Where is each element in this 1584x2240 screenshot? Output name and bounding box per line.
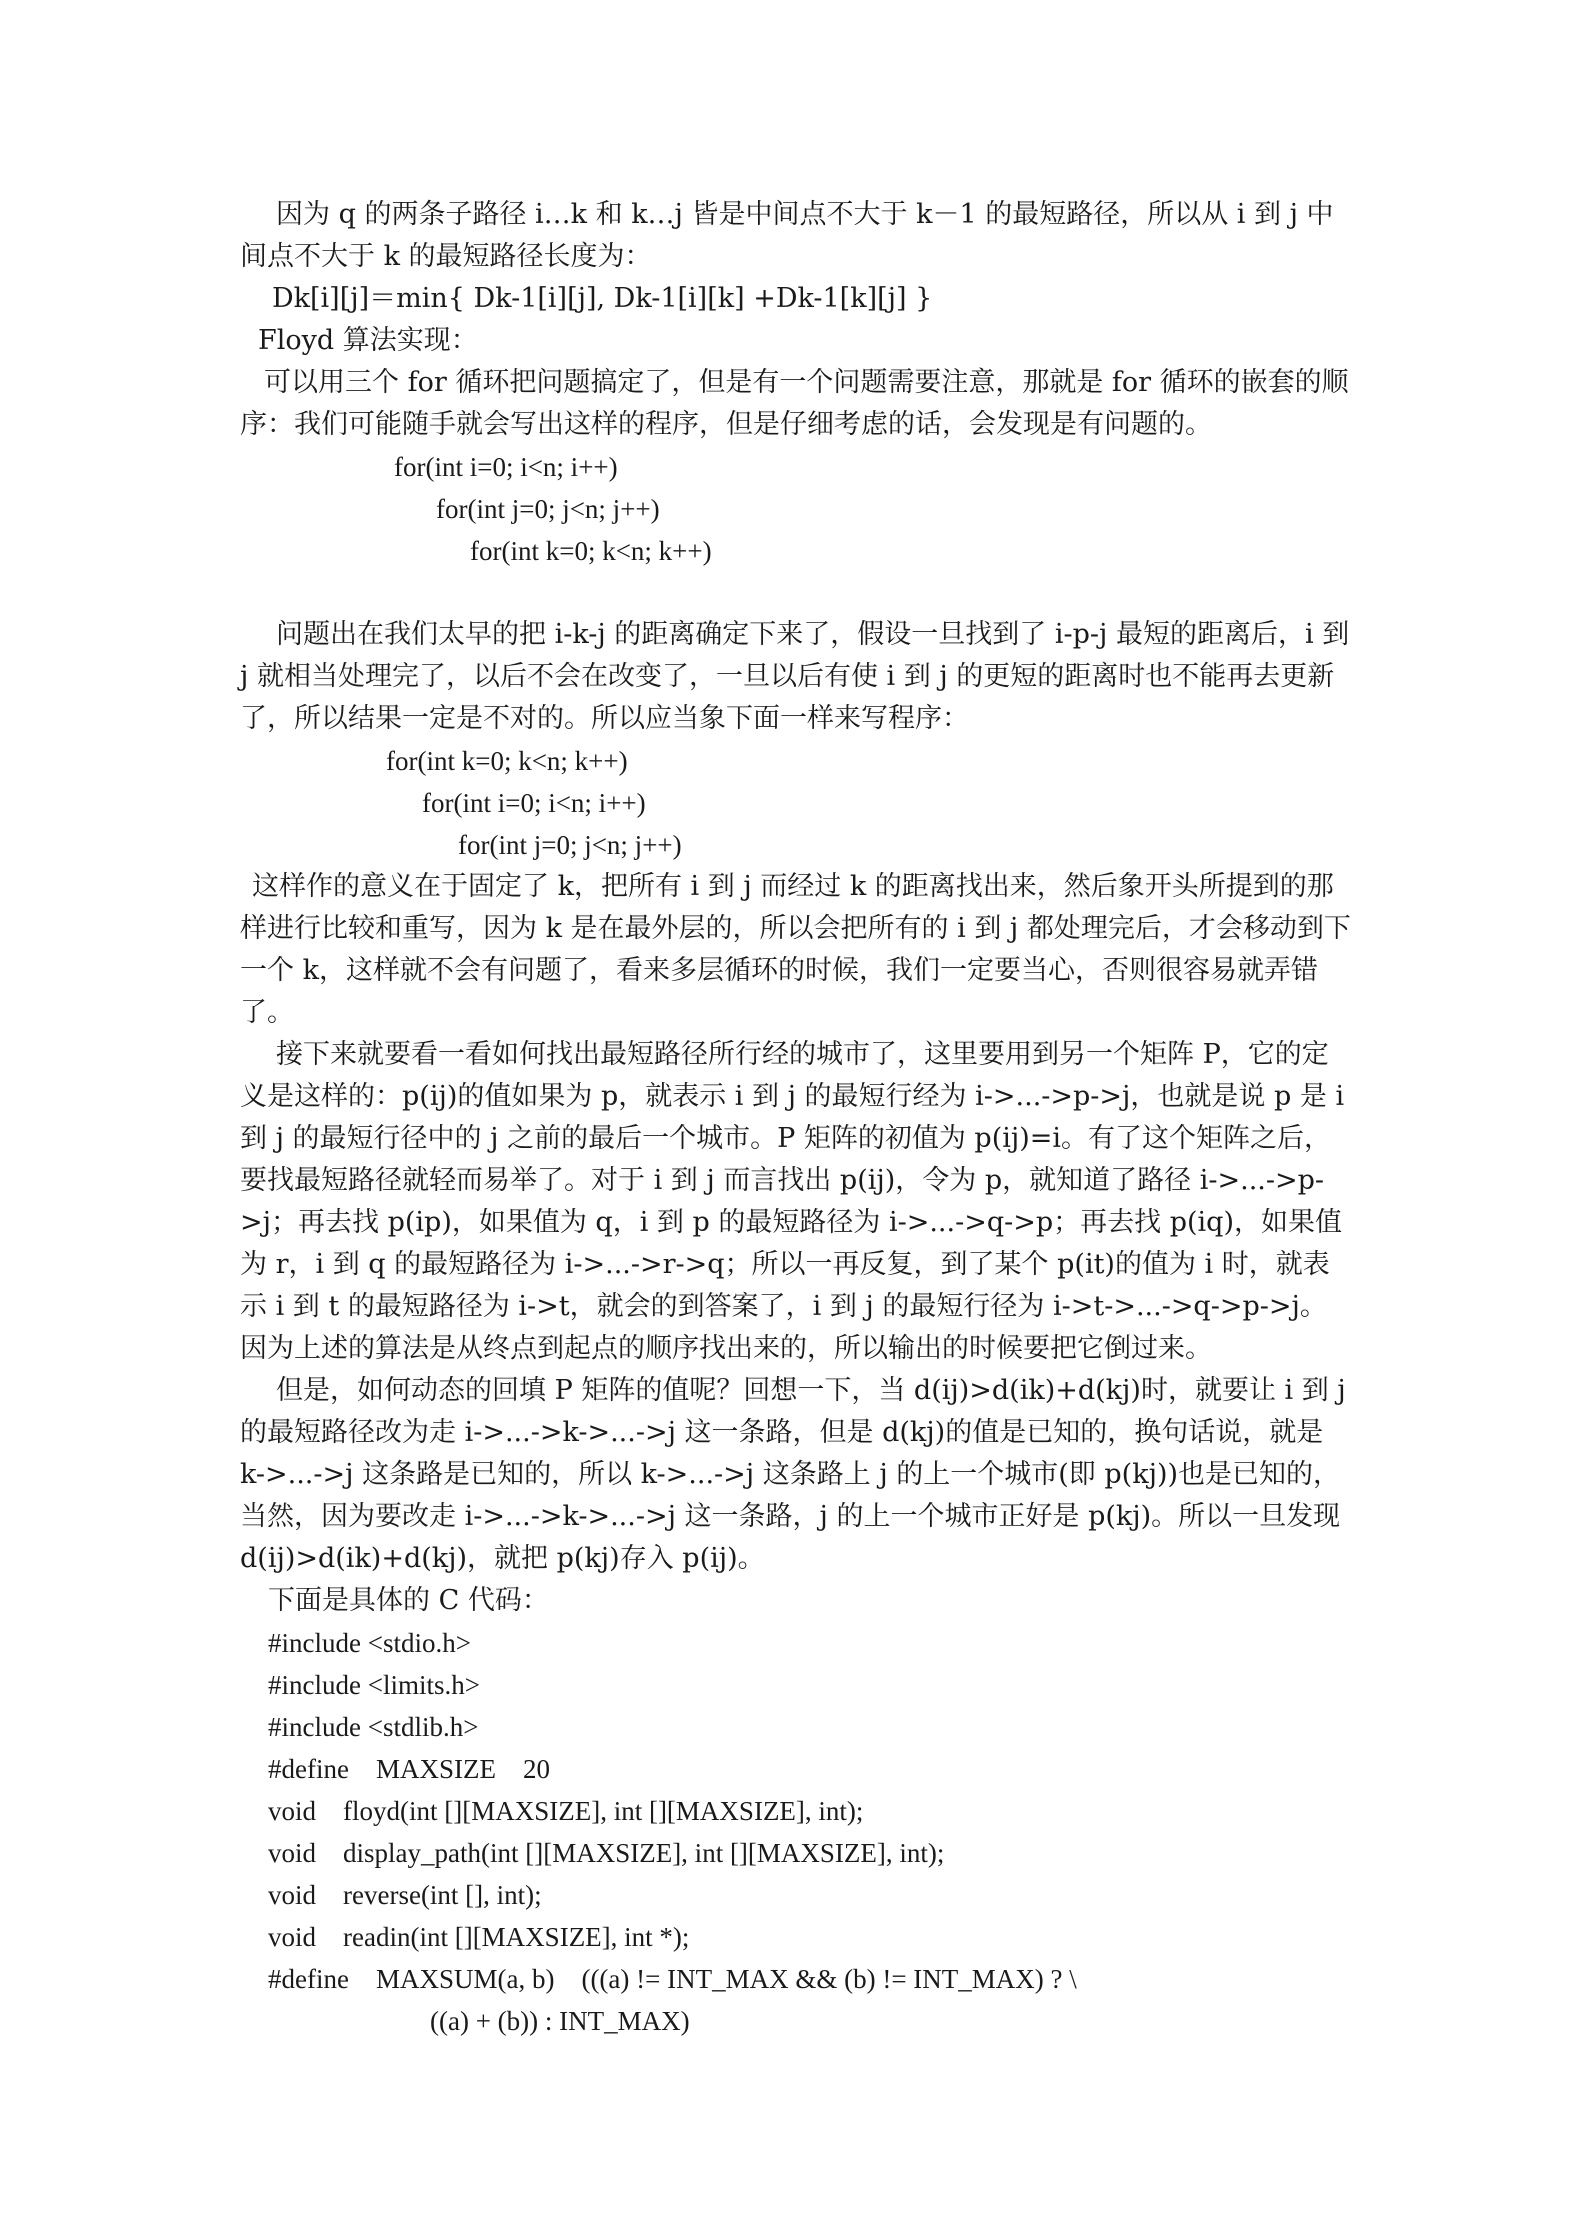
- paragraph-path-matrix: 接下来就要看一看如何找出最短路径所行经的城市了，这里要用到另一个矩阵 P，它的定义是这样的：p(ij)的值如果为 p，就表示 i 到 j 的最短行经为 i->...->p->j，也就是说 p 是 i 到 j 的最短行径中的 j 之前的最后一个城市。P 矩阵的初值为 p(ij)=i。有了这个矩阵之后，要找最短路径就轻而易举了。对于 i 到 j 而言找出 p(ij)，令为 p，就知道了路径 i->...->p->j；再去找 p(ip)，如果值为 q，i 到 p 的最短路径为 i->...->q->p；再去找 p(iq)，如果值为 r，i 到 q 的最短路径为 i->...->r->q；所以一再反复，到了某个 p(it)的值为 i 时，就表示 i 到 t 的最短路径为 i->t，就会的到答案了，i 到 j 的最短行径为 i->t->...->q->p->j。因为上述的算法是从终点到起点的顺序找出来的，所以输出的时候要把它倒过来。: [240, 1039, 1345, 1364]
- c-code-line: #include <limits.h>: [268, 1670, 480, 1700]
- code-line-wrong-3: for(int k=0; k<n; k++): [470, 536, 712, 566]
- paragraph-shortest-path-intro: 因为 q 的两条子路径 i…k 和 k…j 皆是中间点不大于 k－1 的最短路径，所以从 i 到 j 中间点不大于 k 的最短路径长度为：: [240, 199, 1334, 272]
- code-line-wrong-2: for(int j=0; j<n; j++): [436, 494, 660, 524]
- c-code-line: void display_path(int [][MAXSIZE], int [][MAXSIZE], int);: [268, 1838, 945, 1868]
- paragraph-backfill-p-matrix: 但是，如何动态的回填 P 矩阵的值呢？回想一下，当 d(ij)>d(ik)+d(kj)时，就要让 i 到 j 的最短路径改为走 i->...->k->...->j 这一条路，但是 d(kj)的值是已知的，换句话说，就是 k->...->j 这条路是已知的，所以 k->...->j 这条路上 j 的上一个城市(即 p(kj))也是已知的，当然，因为要改走 i->...->k->...->j 这一条路，j 的上一个城市正好是 p(kj)。所以一旦发现 d(ij)>d(ik)+d(kj)，就把 p(kj)存入 p(ij)。: [240, 1375, 1346, 1574]
- code-line-right-1: for(int k=0; k<n; k++): [386, 746, 628, 776]
- c-code-line: #define MAXSUM(a, b) (((a) != INT_MAX && (b) != INT_MAX) ? \: [268, 1964, 1077, 1994]
- c-code-line: void floyd(int [][MAXSIZE], int [][MAXSIZE], int);: [268, 1796, 864, 1826]
- section-title-floyd: Floyd 算法实现：: [258, 325, 478, 356]
- c-code-line: #include <stdlib.h>: [268, 1712, 479, 1742]
- c-code-line: #include <stdio.h>: [268, 1628, 471, 1658]
- paragraph-loop-order: 可以用三个 for 循环把问题搞定了，但是有一个问题需要注意，那就是 for 循环的嵌套的顺序：我们可能随手就会写出这样的程序，但是仔细考虑的话，会发现是有问题的。: [240, 367, 1349, 440]
- c-code-line: void reverse(int [], int);: [268, 1880, 542, 1910]
- c-code-line: void readin(int [][MAXSIZE], int *);: [268, 1922, 690, 1952]
- paragraph-problem-explanation: 问题出在我们太早的把 i-k-j 的距离确定下来了，假设一旦找到了 i-p-j 最短的距离后，i 到 j 就相当处理完了，以后不会在改变了，一旦以后有使 i 到 j 的更短的距离时也不能再去更新了，所以结果一定是不对的。所以应当象下面一样来写程序：: [240, 619, 1350, 734]
- paragraph-loop-meaning: 这样作的意义在于固定了 k，把所有 i 到 j 而经过 k 的距离找出来，然后象开头所提到的那样进行比较和重写，因为 k 是在最外层的，所以会把所有的 i 到 j 都处理完后，才会移动到下一个 k，这样就不会有问题了，看来多层循环的时候，我们一定要当心，否则很容易就弄错了。: [240, 871, 1351, 1028]
- paragraph-c-code-intro: 下面是具体的 C 代码：: [268, 1585, 549, 1616]
- code-line-wrong-1: for(int i=0; i<n; i++): [394, 452, 618, 482]
- c-code-line: ((a) + (b)) : INT_MAX): [430, 2006, 690, 2036]
- code-line-right-2: for(int i=0; i<n; i++): [422, 788, 646, 818]
- code-line-right-3: for(int j=0; j<n; j++): [458, 830, 682, 860]
- c-code-line: #define MAXSIZE 20: [268, 1754, 550, 1784]
- formula-dk: Dk[i][j]＝min{ Dk-1[i][j], Dk-1[i][k] +Dk-1[k][j] }: [272, 283, 933, 314]
